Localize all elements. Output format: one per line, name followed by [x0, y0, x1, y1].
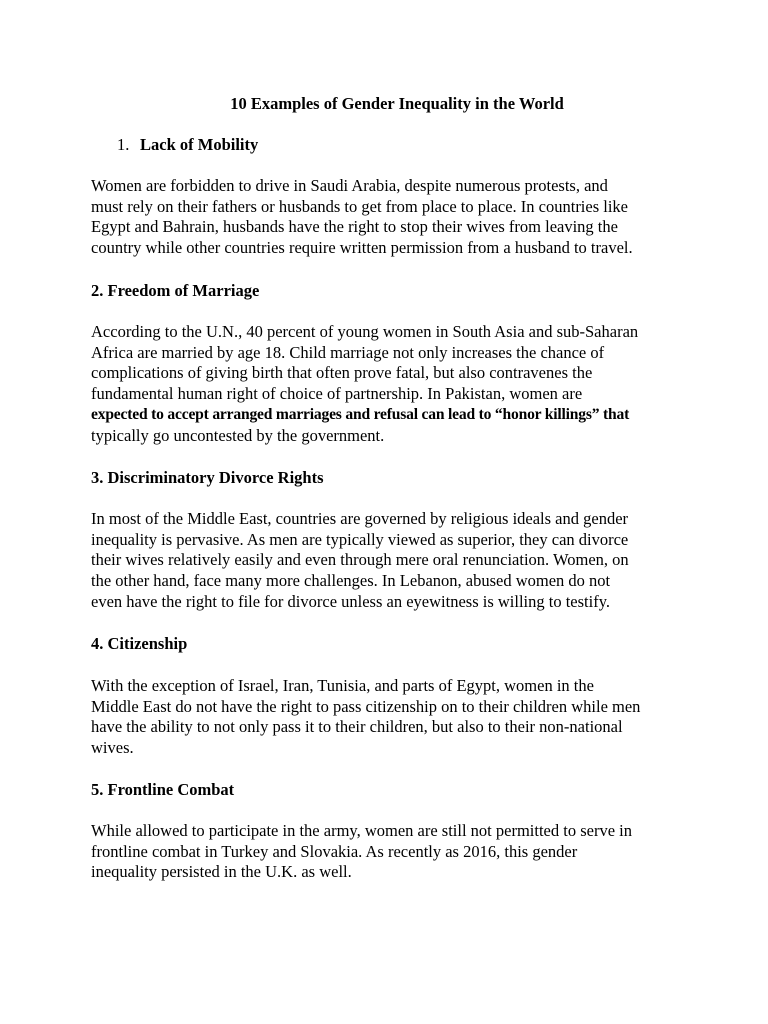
paragraph-citizenship	[91, 676, 691, 759]
text-line: With the exception of Israel, Iran, Tunisia, and parts of Egypt, women in the	[91, 676, 594, 695]
paragraph-frontline-combat	[91, 821, 691, 883]
text-line: wives.	[91, 738, 134, 758]
text-line: While allowed to participate in the army, women are still not permitted to serve in	[91, 821, 632, 840]
text-line: the other hand, face many more challenges. In Lebanon, abused women do not	[91, 571, 611, 591]
section-heading-label: Lack of Mobility	[140, 135, 259, 154]
text-line: Women are forbidden to drive in Saudi Arabia, despite numerous protests, and	[91, 176, 608, 195]
text-line: even have the right to file for divorce unless an eyewitness is willing to testify.	[91, 591, 611, 611]
section-heading-freedom-of-marriage: 2. Freedom of Marriage	[91, 281, 260, 300]
text-line: Africa are married by age 18. Child marriage not only increases the chance of	[91, 342, 605, 362]
section-heading-frontline-combat: 5. Frontline Combat	[91, 780, 235, 799]
text-line: fundamental human right of choice of partnership. In Pakistan, women are	[91, 384, 583, 404]
text-line: their wives relatively easily and even through mere oral renunciation. Women, on	[91, 550, 629, 570]
text-line: Middle East do not have the right to pass citizenship on to their children while men	[91, 696, 641, 716]
list-number: 1.	[117, 135, 130, 154]
paragraph-lack-of-mobility	[91, 176, 691, 259]
text-line: complications of giving birth that often prove fatal, but also contravenes the	[91, 363, 593, 383]
text-line: have the ability to not only pass it to their children, but also to their non-national	[91, 717, 623, 737]
text-line: inequality persisted in the U.K. as well.	[91, 862, 352, 882]
document-title: 10 Examples of Gender Inequality in the World	[230, 94, 564, 113]
text-line: In most of the Middle East, countries are governed by religious ideals and gender	[91, 509, 629, 528]
text-line: country while other countries require written permission from a husband to travel.	[91, 238, 633, 258]
text-line-emphasized: expected to accept arranged marriages and refusal can lead to “honor killings” that	[91, 405, 630, 423]
section-heading-discriminatory-divorce-rights: 3. Discriminatory Divorce Rights	[91, 468, 324, 487]
text-line: Egypt and Bahrain, husbands have the right to stop their wives from leaving the	[91, 217, 618, 237]
section-heading-citizenship: 4. Citizenship	[91, 634, 188, 653]
text-line: inequality is pervasive. As men are typically viewed as superior, they can divorce	[91, 529, 629, 549]
text-line: According to the U.N., 40 percent of young women in South Asia and sub-Saharan	[91, 322, 639, 341]
section-heading-lack-of-mobility	[91, 135, 258, 155]
text-line: typically go uncontested by the government.	[91, 425, 385, 445]
paragraph-freedom-of-marriage	[91, 322, 691, 446]
paragraph-discriminatory-divorce-rights	[91, 509, 691, 613]
text-line: must rely on their fathers or husbands to get from place to place. In countries like	[91, 196, 629, 216]
text-line: frontline combat in Turkey and Slovakia. As recently as 2016, this gender	[91, 841, 578, 861]
